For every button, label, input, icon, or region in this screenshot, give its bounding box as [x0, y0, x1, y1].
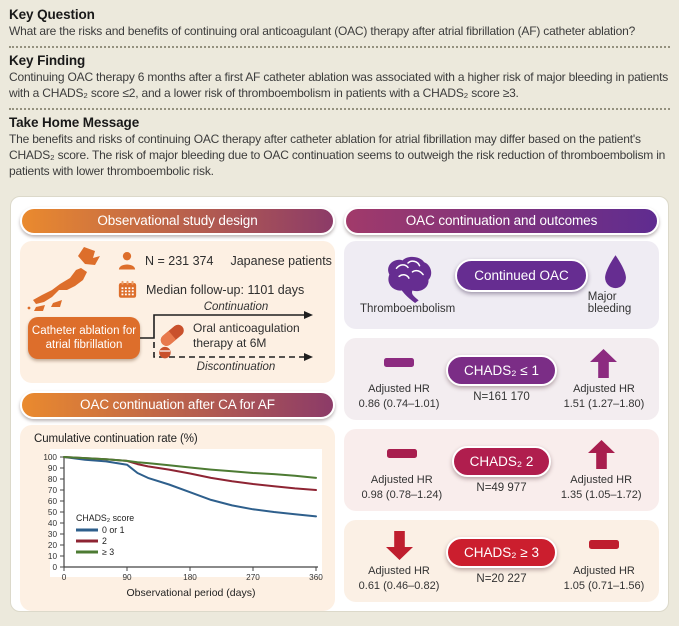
- chads-row-ge3: [344, 520, 659, 602]
- no-change-dash-icon: [589, 529, 619, 561]
- svg-text:20: 20: [47, 540, 57, 550]
- catheter-ablation-box: Catheter ablation for atrial fibrillation: [28, 317, 140, 359]
- brain-icon: [381, 255, 435, 303]
- svg-text:0: 0: [52, 562, 57, 572]
- person-icon: [118, 251, 136, 270]
- group-n: N=49 977: [476, 482, 527, 494]
- svg-text:80: 80: [47, 474, 57, 484]
- chads-pill: CHADS₂ ≤ 1: [446, 355, 557, 386]
- study-design-header: Observational study design: [20, 207, 335, 235]
- svg-text:60: 60: [47, 496, 57, 506]
- group-n: N=161 170: [473, 391, 530, 403]
- major-bleeding-hr: [551, 438, 651, 502]
- thromboembolism-label: Thromboembolism: [360, 303, 456, 315]
- treatment-flow-diagram: [28, 301, 327, 381]
- svg-text:0 or 1: 0 or 1: [102, 525, 125, 535]
- hr-value: 0.98 (0.78–1.24): [361, 488, 443, 501]
- chads-group: [446, 537, 557, 585]
- arrow-down-icon: [386, 529, 413, 561]
- pill-capsule-icon: [157, 323, 187, 361]
- hr-value: 0.61 (0.46–0.82): [358, 579, 440, 592]
- key-question-heading: Key Question: [9, 7, 95, 22]
- svg-text:CHADS₂ score: CHADS₂ score: [76, 513, 135, 523]
- take-home-heading: Take Home Message: [9, 114, 140, 130]
- outcomes-column: [344, 207, 659, 601]
- thromboembolism-hr: [352, 529, 446, 593]
- hr-label: Adjusted HR: [570, 474, 633, 487]
- separator: [9, 108, 670, 110]
- discontinuation-label: Discontinuation: [196, 361, 276, 373]
- graphical-abstract-card: [10, 196, 669, 612]
- major-bleeding-hr: [557, 347, 651, 411]
- hr-value: 1.05 (0.71–1.56): [563, 579, 645, 592]
- hr-value: 1.35 (1.05–1.72): [560, 488, 642, 501]
- svg-text:100: 100: [43, 452, 57, 462]
- thromboembolism-hr: [352, 438, 452, 502]
- svg-text:360: 360: [309, 573, 323, 582]
- svg-text:90: 90: [47, 463, 57, 473]
- svg-text:70: 70: [47, 485, 57, 495]
- hr-value: 0.86 (0.74–1.01): [358, 397, 440, 410]
- arrow-up-icon: [588, 438, 615, 470]
- followup-row: [118, 280, 332, 299]
- thromboembolism-item: [360, 255, 455, 315]
- continuation-label: Continuation: [203, 301, 269, 313]
- svg-text:2: 2: [102, 536, 107, 546]
- hr-label: Adjusted HR: [573, 383, 635, 396]
- arrow-up-icon: [590, 347, 617, 379]
- svg-text:50: 50: [47, 507, 57, 517]
- chart-title: Cumulative continuation rate (%): [34, 433, 198, 445]
- hr-label: Adjusted HR: [573, 565, 635, 578]
- n-patients: N = 231 374: [145, 253, 214, 268]
- continued-oac-pill: Continued OAC: [455, 259, 588, 292]
- major-bleeding-item: [588, 255, 643, 315]
- summary-text-block: [0, 0, 679, 196]
- japan-map-icon: [24, 245, 112, 311]
- svg-text:40: 40: [47, 518, 57, 528]
- continuation-line-chart: [30, 447, 326, 602]
- chads-group: [452, 446, 552, 494]
- oac-therapy-label: Oral anticoagulation therapy at 6M: [193, 321, 300, 350]
- blood-drop-icon: [603, 255, 628, 291]
- chads-row-le1: [344, 338, 659, 420]
- outcomes-header: OAC continuation and outcomes: [344, 207, 659, 235]
- hr-label: Adjusted HR: [368, 565, 430, 578]
- outcomes-overview-card: [344, 241, 659, 329]
- group-n: N=20 227: [476, 573, 527, 585]
- separator: [9, 46, 670, 48]
- chart-header: OAC continuation after CA for AF: [20, 391, 335, 419]
- key-finding-heading: Key Finding: [9, 52, 86, 68]
- chads-row-2: [344, 429, 659, 511]
- study-stats: [118, 247, 332, 309]
- n-patients-suffix: Japanese patients: [230, 253, 332, 268]
- svg-text:30: 30: [47, 529, 57, 539]
- major-bleeding-hr: [557, 529, 651, 593]
- hr-label: Adjusted HR: [370, 474, 433, 487]
- calendar-icon: [118, 280, 137, 299]
- svg-text:90: 90: [122, 573, 132, 582]
- svg-text:0: 0: [61, 573, 67, 582]
- study-design-column: [20, 207, 335, 601]
- chads-group: [446, 355, 557, 403]
- take-home-body: The benefits and risks of continuing OAC therapy after catheter ablation for atrial fibrillation may differ based on the patient's CHADS₂ score. The risk of major bleeding due to OAC continuation seems to outweigh the risk reduction of thromboembolism in patients with lower thromboembolic risk.: [9, 131, 666, 178]
- svg-text:Observational period (days): Observational period (days): [126, 587, 256, 599]
- key-question-body: What are the risks and benefits of continuing oral anticoagulant (OAC) therapy after atrial fibrillation (AF) catheter ablation?: [9, 24, 636, 38]
- chads-pill: CHADS₂ 2: [452, 446, 552, 477]
- major-bleeding-label: Major bleeding: [587, 291, 632, 315]
- svg-text:270: 270: [246, 573, 260, 582]
- no-change-dash-icon: [384, 347, 414, 379]
- hr-label: Adjusted HR: [368, 383, 430, 396]
- svg-text:≥ 3: ≥ 3: [102, 547, 115, 557]
- chads-pill: CHADS₂ ≥ 3: [446, 537, 557, 568]
- svg-text:180: 180: [183, 573, 197, 582]
- median-followup: Median follow-up: 1101 days: [146, 282, 305, 297]
- study-design-card: [20, 241, 335, 383]
- no-change-dash-icon: [387, 438, 417, 470]
- thromboembolism-hr: [352, 347, 446, 411]
- svg-text:10: 10: [47, 551, 57, 561]
- patients-row: [118, 251, 332, 270]
- continuation-chart-card: [20, 425, 335, 611]
- key-finding-body: Continuing OAC therapy 6 months after a first AF catheter ablation was associated with a higher risk of major bleeding in patients with a CHADS₂ score ≤2, and a lower risk of thromboembolism in patients with a CHADS₂ score ≥3.: [9, 69, 669, 100]
- hr-value: 1.51 (1.27–1.80): [563, 397, 645, 410]
